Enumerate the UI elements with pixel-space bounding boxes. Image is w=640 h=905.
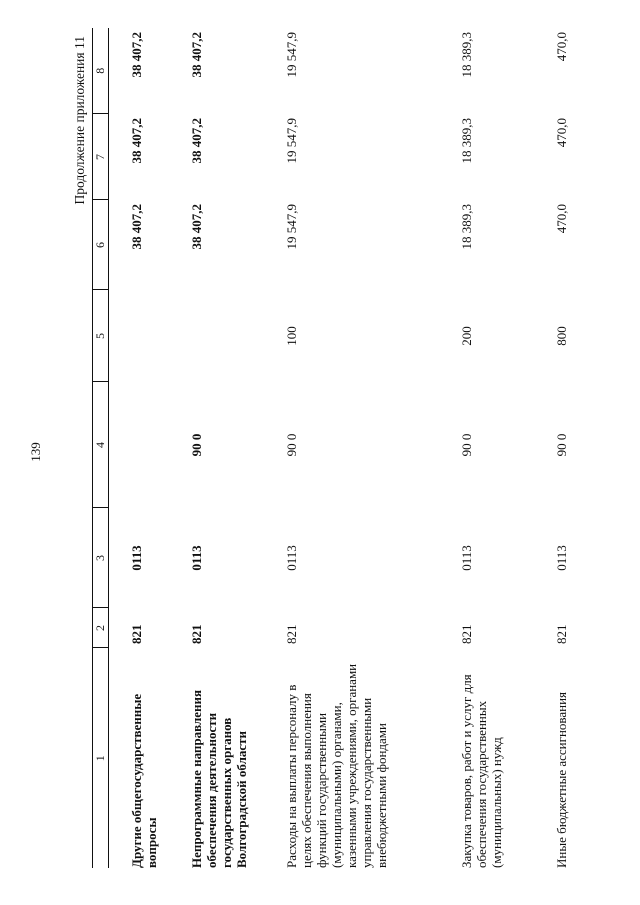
table-row [439,28,534,868]
section-code: 0113 [459,545,474,571]
row-name: Непрограммные направления обеспечения деятельности государственных органов Волгоградской области [189,689,249,868]
amount-col-8: 19 547,9 [284,32,299,78]
amount-col-7: 38 407,2 [129,118,144,164]
amount-col-7: 38 407,2 [189,118,204,164]
column-header-5: 5 [93,290,109,382]
row-name: Закупка товаров, работ и услуг для обеспечения государственных (муниципальных) нужд [459,674,504,868]
expense-type-code: 200 [459,326,474,346]
column-header-6: 6 [93,200,109,290]
row-name: Иные бюджетные ассигнования [554,691,569,868]
row-name: Расходы на выплаты персоналу в целях обеспечения выполнения функций государственными (муниципальными) органами, казенными учреждениями, органами управления государственными внебюджетными фондами [284,663,389,868]
target-article-code [109,382,170,508]
ministry-code: 821 [129,624,144,644]
table-row [169,28,264,868]
amount-col-6: 470,0 [554,204,569,234]
ministry-code: 821 [554,624,569,644]
target-article-code: 90 0 [284,433,299,457]
rotated-table-sheet [72,28,632,868]
column-number-row [93,28,109,868]
table-row [109,28,170,868]
section-code: 0113 [129,545,144,571]
expense-type-code: 100 [284,326,299,346]
amount-col-6: 19 547,9 [284,204,299,250]
column-header-7: 7 [93,114,109,200]
amount-col-6: 38 407,2 [189,204,204,250]
column-header-1: 1 [93,648,109,868]
table-row [264,28,439,868]
amount-col-8: 18 389,3 [459,32,474,78]
section-code: 0113 [189,545,204,571]
amount-col-8: 38 407,2 [189,32,204,78]
expense-type-code: 800 [554,326,569,346]
expense-type-code [169,290,264,382]
column-header-3: 3 [93,508,109,608]
amount-col-6: 18 389,3 [459,204,474,250]
amount-col-7: 470,0 [554,118,569,148]
amount-col-7: 19 547,9 [284,118,299,164]
table-row [534,28,579,868]
column-header-4: 4 [93,382,109,508]
target-article-code: 90 0 [459,433,474,457]
section-code: 0113 [284,545,299,571]
column-header-8: 8 [93,28,109,114]
budget-table [92,28,579,868]
ministry-code: 821 [459,624,474,644]
ministry-code: 821 [189,624,204,644]
section-code: 0113 [554,545,569,571]
column-header-2: 2 [93,608,109,648]
row-name: Другие общегосударственные вопросы [129,693,159,868]
amount-col-8: 470,0 [554,32,569,62]
amount-col-8: 38 407,2 [129,32,144,78]
page-number: 139 [28,442,43,462]
continuation-note: Продолжение приложения 11 [72,36,87,205]
amount-col-7: 18 389,3 [459,118,474,164]
target-article-code: 90 0 [189,433,204,457]
amount-col-6: 38 407,2 [129,204,144,250]
target-article-code: 90 0 [554,433,569,457]
expense-type-code [109,290,170,382]
ministry-code: 821 [284,624,299,644]
